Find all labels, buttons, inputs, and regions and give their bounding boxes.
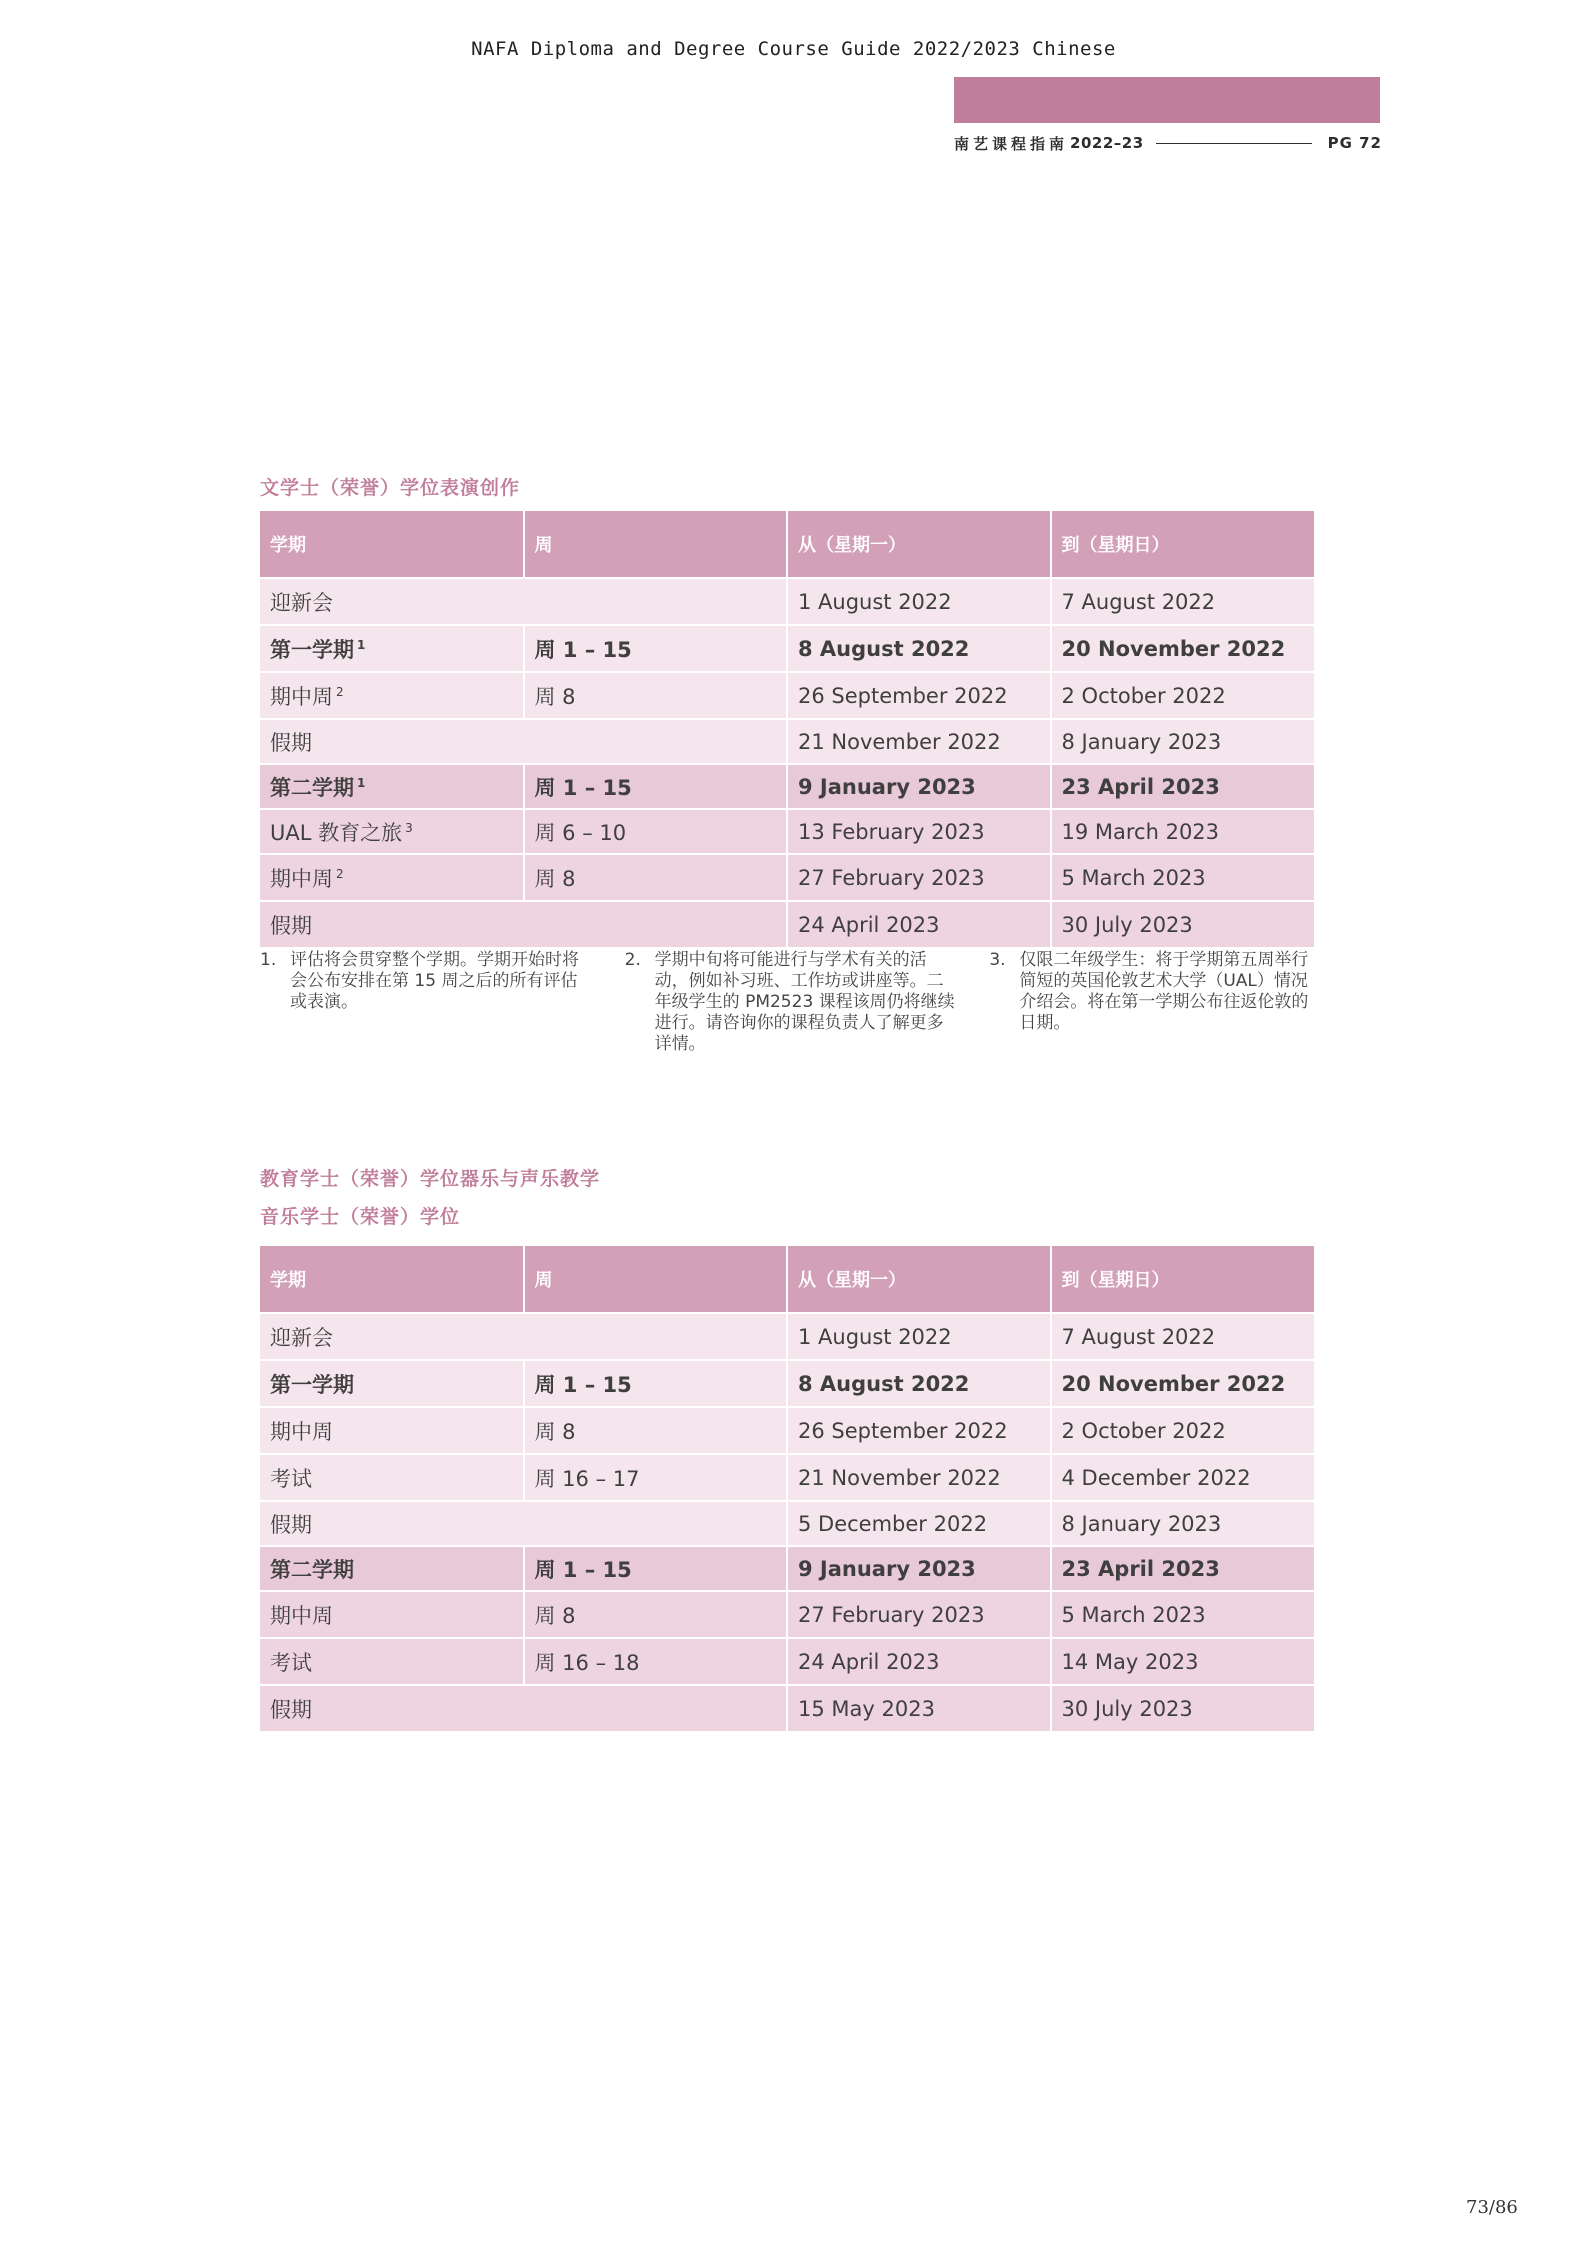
to-cell: 30 July 2023	[1051, 901, 1315, 948]
to-cell: 5 March 2023	[1051, 854, 1315, 901]
footnote-text: 学期中旬将可能进行与学术有关的活动，例如补习班、工作坊或讲座等。二年级学生的 PM2523 课程该周仍将继续进行。请咨询你的课程负责人了解更多详情。	[654, 950, 955, 1054]
to-cell: 7 August 2022	[1051, 1313, 1315, 1360]
to-cell: 20 November 2022	[1051, 1360, 1315, 1407]
from-cell: 8 August 2022	[787, 1360, 1051, 1407]
from-cell: 13 February 2023	[787, 809, 1051, 854]
running-header-page-number: PG 72	[1327, 134, 1382, 152]
to-cell: 20 November 2022	[1051, 625, 1315, 672]
term-cell	[260, 854, 524, 901]
from-cell: 1 August 2022	[787, 1313, 1051, 1360]
week-cell: 周 8	[524, 1407, 788, 1454]
from-cell: 24 April 2023	[787, 1638, 1051, 1685]
term-cell: 期中周	[260, 1407, 524, 1454]
term-cell	[260, 578, 787, 625]
column-header-to: 到（星期日）	[1051, 511, 1315, 578]
term-label: 迎新会	[270, 590, 333, 615]
column-header-term: 学期	[260, 1246, 524, 1313]
footnote-ref: 2	[336, 866, 344, 881]
running-header-title: 南艺课程指南	[954, 134, 1069, 153]
table-row	[260, 1313, 1314, 1360]
from-cell: 24 April 2023	[787, 901, 1051, 948]
term-cell	[260, 625, 524, 672]
from-cell: 9 January 2023	[787, 764, 1051, 809]
from-cell: 5 December 2022	[787, 1501, 1051, 1546]
table-row	[260, 672, 1314, 719]
table-row	[260, 1360, 1314, 1407]
to-cell: 5 March 2023	[1051, 1591, 1315, 1638]
column-header-term: 学期	[260, 511, 524, 578]
to-cell: 2 October 2022	[1051, 672, 1315, 719]
term-cell	[260, 809, 524, 854]
to-cell: 23 April 2023	[1051, 1546, 1315, 1591]
column-header-from: 从（星期一）	[787, 1246, 1051, 1313]
week-cell: 周 8	[524, 672, 788, 719]
column-header-week: 周	[524, 511, 788, 578]
term-label: UAL 教育之旅	[270, 820, 403, 845]
week-cell: 周 1 – 15	[524, 1546, 788, 1591]
from-cell: 9 January 2023	[787, 1546, 1051, 1591]
week-cell: 周 8	[524, 1591, 788, 1638]
table-row	[260, 764, 1314, 809]
running-header-rule	[1156, 143, 1312, 144]
term-label: 第二学期	[270, 775, 354, 800]
to-cell: 7 August 2022	[1051, 578, 1315, 625]
table-row	[260, 625, 1314, 672]
footnote	[625, 950, 956, 1055]
column-header-from: 从（星期一）	[787, 511, 1051, 578]
week-cell: 周 16 – 18	[524, 1638, 788, 1685]
to-cell: 23 April 2023	[1051, 764, 1315, 809]
from-cell: 15 May 2023	[787, 1685, 1051, 1732]
to-cell: 14 May 2023	[1051, 1638, 1315, 1685]
term-cell	[260, 672, 524, 719]
footnote-text: 评估将会贯穿整个学期。学期开始时将会公布安排在第 15 周之后的所有评估或表演。	[290, 950, 579, 1012]
to-cell: 8 January 2023	[1051, 719, 1315, 764]
column-header-to: 到（星期日）	[1051, 1246, 1315, 1313]
from-cell: 27 February 2023	[787, 1591, 1051, 1638]
section2-title-line1: 教育学士（荣誉）学位器乐与声乐教学	[260, 1168, 601, 1190]
table-header-row	[260, 1246, 1314, 1313]
footnote-number: 1.	[260, 950, 277, 970]
to-cell: 2 October 2022	[1051, 1407, 1315, 1454]
from-cell: 27 February 2023	[787, 854, 1051, 901]
to-cell: 4 December 2022	[1051, 1454, 1315, 1501]
table-header-row	[260, 511, 1314, 578]
term-cell	[260, 764, 524, 809]
term-cell: 考试	[260, 1638, 524, 1685]
week-cell: 周 16 – 17	[524, 1454, 788, 1501]
term-cell: 假期	[260, 1501, 787, 1546]
term-cell	[260, 719, 787, 764]
table-row	[260, 578, 1314, 625]
from-cell: 8 August 2022	[787, 625, 1051, 672]
footnote-ref: 1	[357, 637, 366, 652]
term-cell: 期中周	[260, 1591, 524, 1638]
from-cell: 26 September 2022	[787, 1407, 1051, 1454]
table-row	[260, 1546, 1314, 1591]
footnote-text: 仅限二年级学生：将于学期第五周举行简短的英国伦敦艺术大学（UAL）情况介绍会。将在第一学期公布往返伦敦的日期。	[1019, 950, 1309, 1033]
table-row	[260, 719, 1314, 764]
section1-footnotes	[260, 950, 1320, 1055]
week-cell: 周 1 – 15	[524, 764, 788, 809]
term-label: 期中周	[270, 866, 333, 891]
footnote	[260, 950, 591, 1055]
column-header-week: 周	[524, 1246, 788, 1313]
section2-title-line2: 音乐学士（荣誉）学位	[260, 1206, 461, 1228]
section1-title: 文学士（荣誉）学位表演创作	[260, 477, 521, 499]
week-cell: 周 8	[524, 854, 788, 901]
term-cell: 迎新会	[260, 1313, 787, 1360]
term-label: 第一学期	[270, 637, 354, 662]
table-row	[260, 1638, 1314, 1685]
term-cell: 假期	[260, 1685, 787, 1732]
to-cell: 30 July 2023	[1051, 1685, 1315, 1732]
footnote-ref: 3	[405, 820, 413, 835]
from-cell: 26 September 2022	[787, 672, 1051, 719]
footnote-number: 2.	[624, 950, 641, 970]
header-accent-bar	[954, 77, 1380, 123]
page-counter: 73/86	[1466, 2197, 1518, 2218]
from-cell: 21 November 2022	[787, 719, 1051, 764]
week-cell: 周 1 – 15	[524, 1360, 788, 1407]
running-header-year: 2022–23	[1070, 134, 1144, 152]
term-cell	[260, 901, 787, 948]
table-row	[260, 1454, 1314, 1501]
footnote-ref: 2	[336, 684, 344, 699]
section1-schedule-table	[260, 511, 1314, 949]
table-row	[260, 854, 1314, 901]
footnote-ref: 1	[357, 775, 366, 790]
table-row	[260, 901, 1314, 948]
footnote-number: 3.	[989, 950, 1006, 970]
footnote	[989, 950, 1320, 1055]
running-header	[954, 132, 1382, 154]
table-row	[260, 1591, 1314, 1638]
from-cell: 1 August 2022	[787, 578, 1051, 625]
table-row	[260, 809, 1314, 854]
term-label: 期中周	[270, 684, 333, 709]
week-cell: 周 1 – 15	[524, 625, 788, 672]
section2-schedule-table	[260, 1246, 1314, 1733]
term-label: 假期	[270, 730, 312, 755]
table-row	[260, 1685, 1314, 1732]
table-row	[260, 1501, 1314, 1546]
week-cell: 周 6 – 10	[524, 809, 788, 854]
term-cell: 第二学期	[260, 1546, 524, 1591]
from-cell: 21 November 2022	[787, 1454, 1051, 1501]
term-cell: 第一学期	[260, 1360, 524, 1407]
to-cell: 19 March 2023	[1051, 809, 1315, 854]
term-cell: 考试	[260, 1454, 524, 1501]
document-title: NAFA Diploma and Degree Course Guide 2022/2023 Chinese	[471, 38, 1116, 60]
to-cell: 8 January 2023	[1051, 1501, 1315, 1546]
table-row	[260, 1407, 1314, 1454]
term-label: 假期	[270, 913, 312, 938]
